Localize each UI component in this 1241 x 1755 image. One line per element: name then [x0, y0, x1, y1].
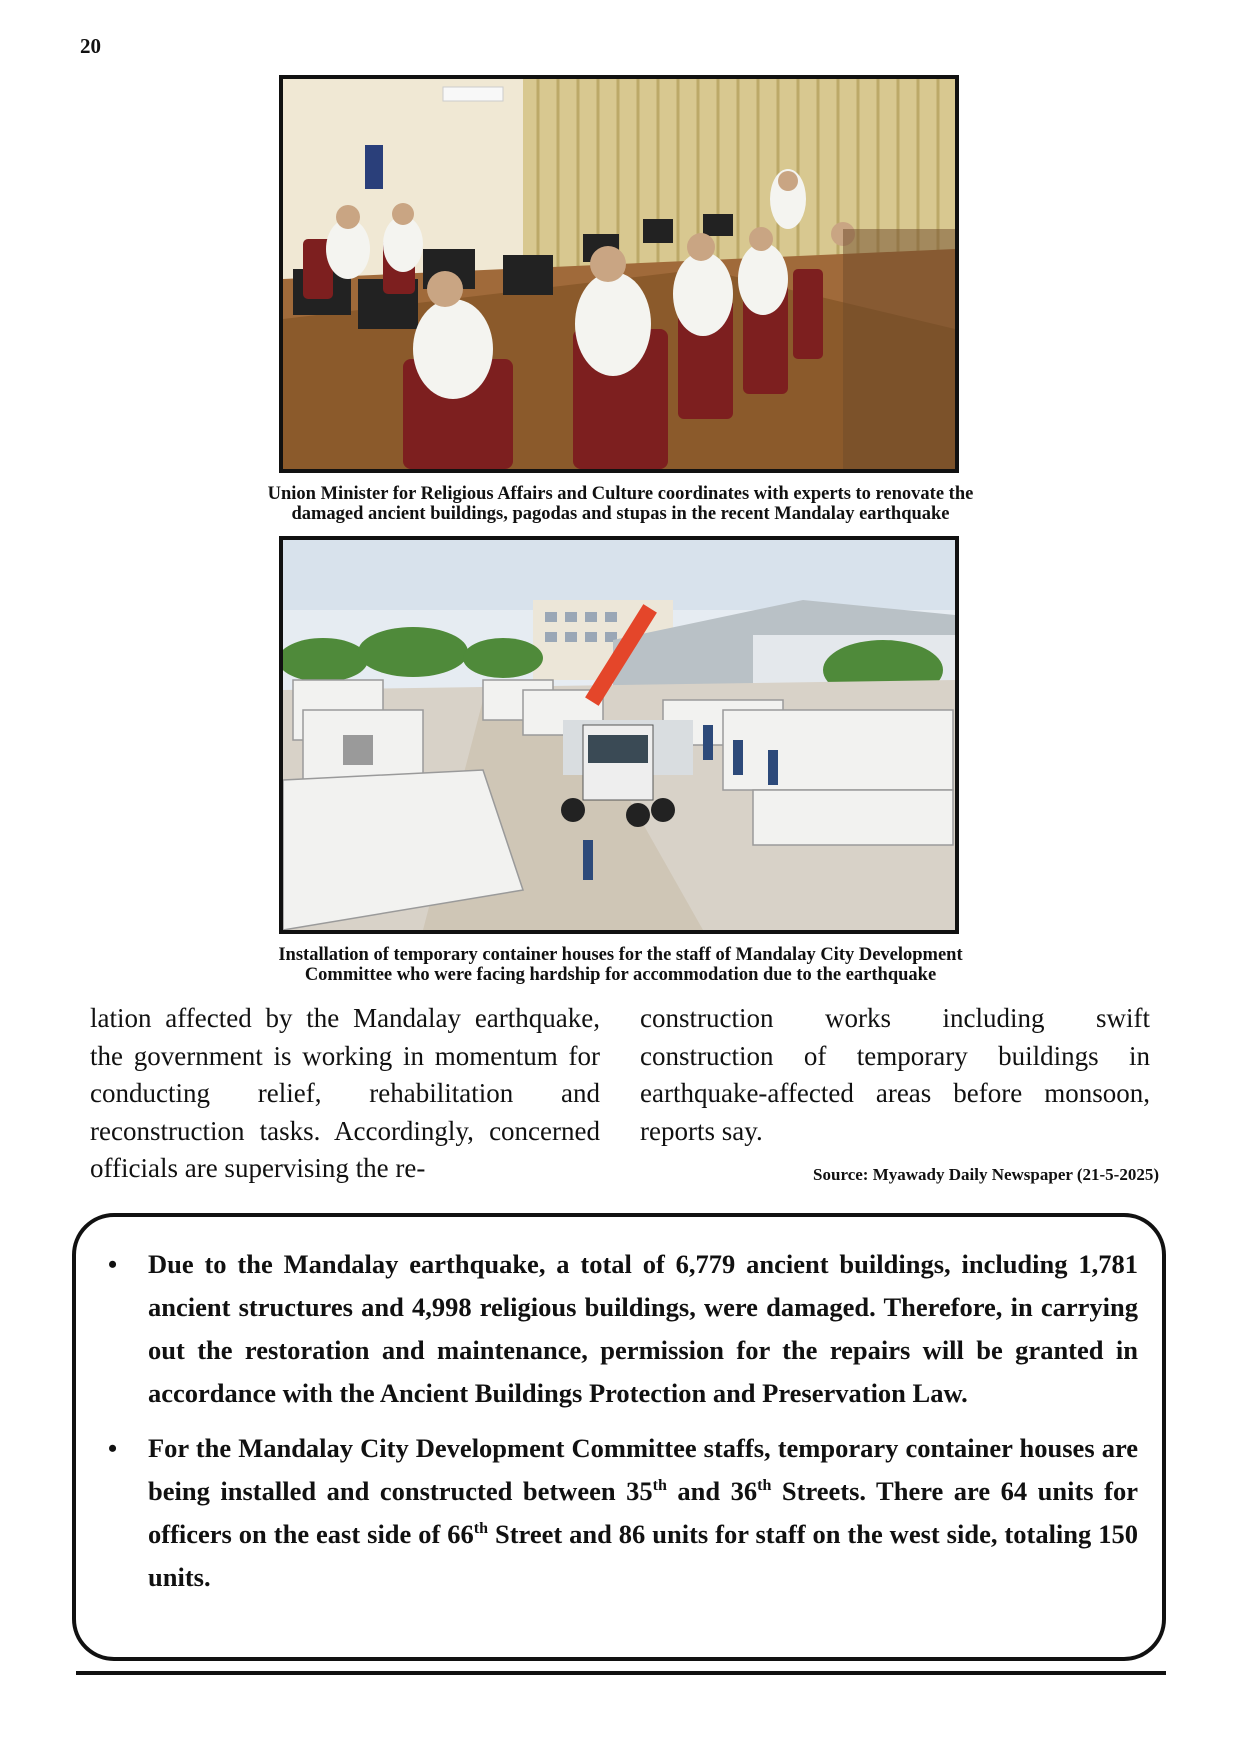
article-left-column: lation affected by the Mandalay earthquake, the government is working in momentum for conducting relief, rehabilitation and reconstruction tasks. Accordingly, concerned officials are supervising the re- [90, 1003, 600, 1183]
ordinal-suffix: th [757, 1477, 772, 1495]
caption-line: Installation of temporary container houses for the staff of Mandalay City Development [278, 945, 963, 965]
caption-line: damaged ancient buildings, pagodas and stupas in the recent Mandalay earthquake [291, 504, 950, 524]
summary-item-text: Streets. There are 64 units for officers on the east side of 66 [148, 1476, 1138, 1549]
meeting-photo [279, 75, 959, 473]
summary-item-text: and 36 [666, 1476, 758, 1506]
container-houses-photo-caption [180, 945, 1061, 985]
ordinal-suffix: th [652, 1477, 667, 1495]
caption-line: Committee who were facing hardship for accommodation due to the earthquake [304, 965, 937, 985]
meeting-photo-caption [180, 484, 1061, 524]
summary-item-text: For the Mandalay City Development Committee staffs, temporary container houses are being installed and constructed between 35 [148, 1433, 1138, 1506]
summary-item-text: Street and 86 units for staff on the west side, totaling 150 units. [148, 1519, 1138, 1592]
summary-list [102, 1243, 1138, 1611]
summary-item-text: Due to the Mandalay earthquake, a total of 6,779 ancient buildings, including 1,781 ancient structures and 4,998 religious buildings, were damaged. Therefore, in carrying out the restoration and maintenance, permission for the repairs will be granted in accordance with the Ancient Buildings Protection and Preservation Law. [148, 1249, 1138, 1408]
article-source: Source: Myawady Daily Newspaper (21-5-2025) [813, 1165, 1159, 1184]
summary-box [72, 1213, 1166, 1661]
container-houses-photo [279, 536, 959, 934]
bullet-icon: • [108, 1250, 118, 1279]
summary-item [102, 1427, 1138, 1599]
article-right-column: construction works including swift construction of temporary buildings in earthquake-affected areas before monsoon, reports say. [640, 1003, 1150, 1146]
caption-line: Union Minister for Religious Affairs and Culture coordinates with experts to renovate the [267, 484, 974, 504]
summary-item [102, 1243, 1138, 1415]
bullet-icon: • [108, 1434, 118, 1463]
page-number: 20 [80, 34, 101, 58]
footer-rule [76, 1671, 1166, 1675]
ordinal-suffix: th [473, 1520, 489, 1538]
